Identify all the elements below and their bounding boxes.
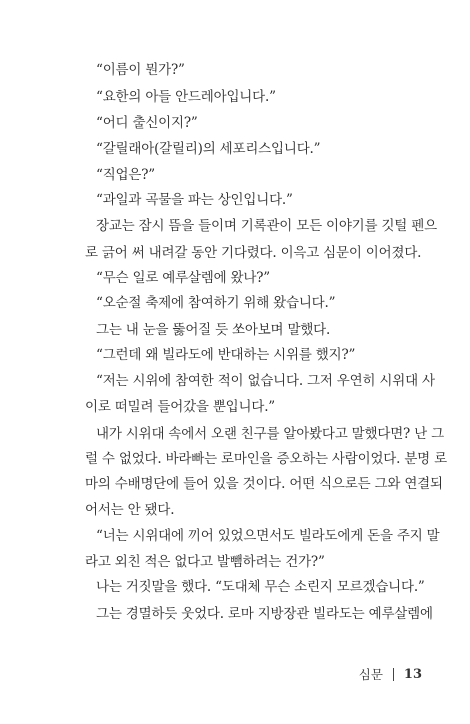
text-line: “너는 시위대에 끼어 있었으면서도 빌라도에게 돈을 주지 말: [96, 528, 440, 544]
section-title: 심문: [358, 667, 383, 682]
text-line: “이름이 뭔가?”: [96, 62, 185, 78]
text-line: 그는 내 눈을 뚫어질 듯 쏘아보며 말했다.: [96, 322, 331, 338]
text-line: 장교는 잠시 뜸을 들이며 기록관이 모든 이야기를 깃털 펜으: [96, 218, 437, 234]
page-number: 13: [403, 666, 422, 682]
text-line: 어서는 안 됐다.: [85, 502, 175, 518]
text-line: 로 긁어 써 내려갈 동안 기다렸다. 이윽고 심문이 이어졌다.: [85, 245, 422, 261]
footer-divider: [393, 668, 394, 681]
text-line: “그런데 왜 빌라도에 반대하는 시위를 했지?”: [96, 347, 356, 363]
text-line: “갈릴래아(갈릴리)의 세포리스입니다.”: [96, 141, 321, 157]
text-line: 라고 외친 적은 없다고 발뺌하려는 건가?”: [85, 554, 325, 570]
text-line: “오순절 축제에 참여하기 위해 왔습니다.”: [96, 295, 336, 311]
text-line: 나는 거짓말을 했다. “도대체 무슨 소린지 모르겠습니다.”: [96, 579, 425, 595]
text-line: 이로 떠밀려 들어갔을 뿐입니다.”: [85, 399, 275, 415]
text-line: “무슨 일로 예루살렘에 왔나?”: [96, 270, 270, 286]
page-footer: [359, 665, 422, 683]
text-line: “저는 시위에 참여한 적이 없습니다. 그저 우연히 시위대 사: [96, 373, 435, 389]
text-line: “요한의 아들 안드레아입니다.”: [96, 89, 276, 105]
text-line: 그는 경멸하듯 웃었다. 로마 지방장관 빌라도는 예루살렘에: [96, 606, 433, 622]
text-line: “과일과 곡물을 파는 상인입니다.”: [96, 192, 293, 208]
text-line: 마의 수배명단에 들어 있을 것이다. 어떤 식으로든 그와 연결되: [85, 476, 443, 492]
text-line: 럴 수 없었다. 바라빠는 로마인을 증오하는 사람이었다. 분명 로: [85, 451, 447, 467]
text-line: 내가 시위대 속에서 오랜 친구를 알아봤다고 말했다면? 난 그: [96, 426, 444, 442]
text-line: “어디 출신이지?”: [96, 115, 198, 131]
text-line: “직업은?”: [96, 167, 155, 183]
